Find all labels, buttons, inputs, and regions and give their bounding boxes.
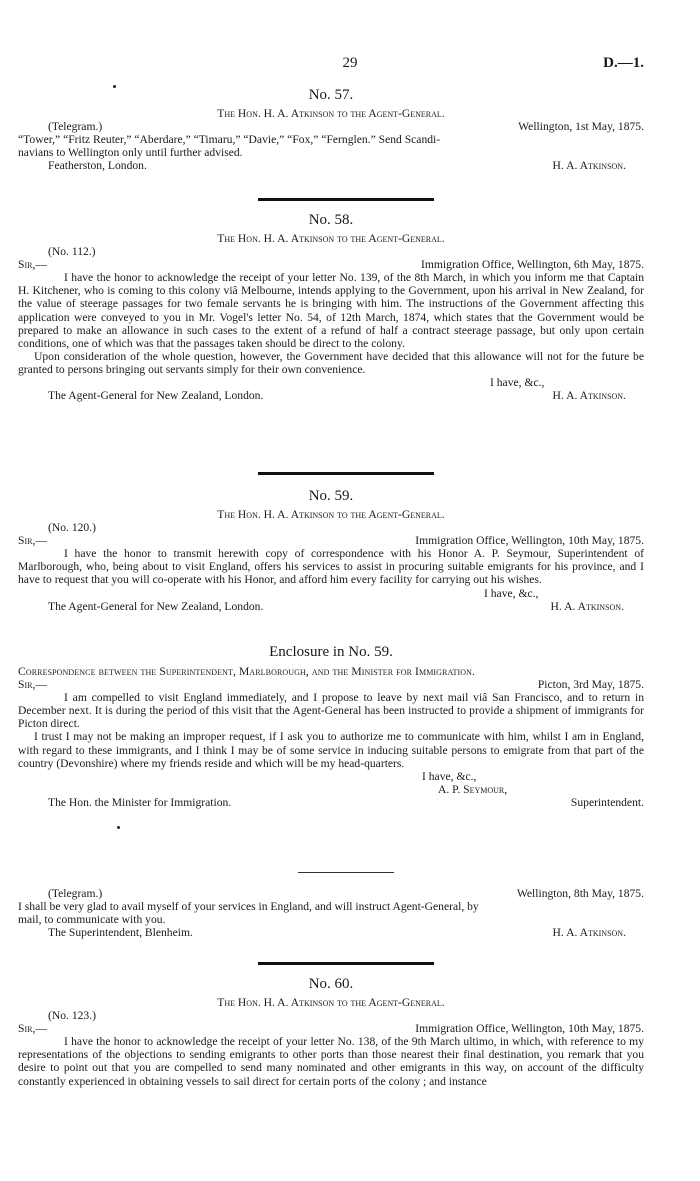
body-line: mail, to communicate with you.	[18, 913, 166, 927]
letter-type: (Telegram.)	[48, 120, 103, 134]
section-no-57	[18, 86, 644, 172]
signature-row	[18, 783, 644, 796]
section-no-59	[18, 487, 644, 613]
section-number: No. 59.	[308, 488, 354, 504]
body-paragraph: I am compelled to visit England immediately, and I propose to leave by next mail viâ San Francisco, and to return in December next. It is during the period of this visit that the Agent-General has been instructed to provide a shipment of immigrants for Picton direct.	[18, 691, 644, 731]
closing-row	[18, 376, 644, 389]
addressee: The Superintendent, Blenheim.	[48, 926, 193, 940]
signature: H. A. Atkinson.	[552, 159, 626, 173]
section-divider	[258, 198, 434, 201]
address-row	[18, 159, 644, 172]
signature: H. A. Atkinson.	[550, 599, 624, 613]
document-reference: D.—1.	[603, 55, 644, 71]
signature: A. P. Seymour,	[438, 782, 508, 796]
salutation: Sir,—	[18, 258, 47, 272]
place-date: Immigration Office, Wellington, 10th May, 1875.	[415, 534, 644, 548]
section-number: No. 60.	[308, 976, 354, 992]
addressee: The Agent-General for New Zealand, London.	[48, 599, 264, 613]
letter-reference: (No. 112.)	[48, 245, 96, 259]
section-title: The Hon. H. A. Atkinson to the Agent-General.	[217, 232, 445, 245]
header-row	[18, 120, 644, 133]
closing: I have, &c.,	[484, 586, 539, 600]
address-row	[18, 926, 644, 939]
closing-row	[18, 587, 644, 600]
place-date: Immigration Office, Wellington, 10th May, 1875.	[415, 1022, 644, 1036]
addressee: The Agent-General for New Zealand, London.	[48, 389, 264, 403]
signature: H. A. Atkinson.	[552, 926, 626, 940]
section-no-58	[18, 211, 644, 402]
correspondence-heading: Correspondence between the Superintendent, Marlborough, and the Minister for Immigration.	[18, 665, 475, 678]
enclosure-no-59	[18, 643, 644, 809]
salutation: Sir,—	[18, 1022, 47, 1036]
enclosure-divider	[298, 872, 394, 873]
salutation: Sir,—	[18, 678, 47, 692]
section-no-60	[18, 975, 644, 1088]
letter-type: (Telegram.)	[48, 887, 103, 900]
place-date: Picton, 3rd May, 1875.	[537, 678, 644, 692]
section-divider	[258, 472, 434, 475]
closing: I have, &c.,	[490, 376, 545, 390]
salutation-row	[18, 1022, 644, 1035]
place-date: Wellington, 1st May, 1875.	[518, 120, 644, 134]
signature: H. A. Atkinson.	[552, 389, 626, 403]
telegram-reply	[18, 887, 644, 939]
body-line: “Tower,” “Fritz Reuter,” “Aberdare,” “Timaru,” “Davie,” “Fox,” “Fernglen.” Send Scandi-	[18, 133, 441, 147]
enclosure-title: Enclosure in No. 59.	[269, 644, 393, 660]
print-speck	[117, 826, 120, 829]
body-line: navians to Wellington only until further advised.	[18, 146, 243, 160]
section-title: The Hon. H. A. Atkinson to the Agent-General.	[217, 508, 445, 521]
salutation-row	[18, 678, 644, 691]
page-header	[0, 57, 700, 73]
salutation-row	[18, 258, 644, 271]
reference-row	[18, 245, 644, 258]
address-row	[18, 389, 644, 402]
section-title: The Hon. H. A. Atkinson to the Agent-General.	[217, 996, 445, 1009]
body-paragraph: Upon consideration of the whole question, however, the Government have decided that this allowance will not for the future be granted to persons bringing out servants simply for their own convenience.	[18, 349, 644, 376]
page-number: 29	[342, 55, 358, 71]
header-row	[18, 887, 644, 900]
address-row	[18, 796, 644, 809]
address-row	[18, 600, 644, 613]
reference-row	[18, 1009, 644, 1022]
signature-title: Superintendent.	[570, 795, 644, 809]
reference-row	[18, 521, 644, 534]
section-title: The Hon. H. A. Atkinson to the Agent-General.	[217, 107, 445, 120]
section-number: No. 57.	[308, 87, 354, 103]
place-date: Immigration Office, Wellington, 6th May, 1875.	[421, 258, 644, 272]
place-date: Wellington, 8th May, 1875.	[516, 887, 644, 900]
letter-reference: (No. 123.)	[48, 1009, 96, 1023]
closing-row	[18, 770, 644, 783]
closing: I have, &c.,	[422, 769, 477, 783]
addressee: The Hon. the Minister for Immigration.	[48, 795, 232, 809]
addressee: Featherston, London.	[48, 159, 147, 173]
body-paragraph: I have the honor to acknowledge the receipt of your letter No. 139, of the 8th March, in which you inform me that Captain H. Kitchener, who is coming to this colony viâ Melbourne, intends applying to the Government, upon his arrival in New Zealand, for the value of steerage passages for two female servants he is bringing with him. The instructions of the Government affecting this application were conveyed to you in Mr. Vogel's letter No. 54, of 12th March, 1874, which states that the Government would be prepared to make an allowance in such cases to the extent of a refund of half a contract steerage passage, but only upon certain conditions, one of which was that the passages taken should be direct to the colony.	[18, 271, 644, 350]
body-paragraph: I have the honor to acknowledge the receipt of your letter No. 138, of the 9th March ultimo, in which, with reference to my representations of the objections to sending emigrants to other ports than those nearest their final destination, you remark that you desire to point out that you are compelled to send many nominated and other emigrants in this way, on account of the difficulty constantly experienced in obtaining vessels to sail direct for certain ports of the colony ; and instance	[18, 1035, 644, 1088]
salutation: Sir,—	[18, 534, 47, 548]
section-divider	[258, 962, 434, 965]
body-paragraph: I trust I may not be making an improper request, if I ask you to authorize me to communicate with him, whilst I am in England, with regard to these immigrants, and I think I may be of some service in inducing suitable persons to emigrate from that part of the country (Devonshire) where my friends reside and which will be my head-quarters.	[18, 730, 644, 770]
section-number: No. 58.	[308, 212, 354, 228]
body-line: I shall be very glad to avail myself of your services in England, and will instruct Agent-General, by	[18, 900, 479, 914]
letter-reference: (No. 120.)	[48, 521, 96, 535]
body-paragraph: I have the honor to transmit herewith copy of correspondence with his Honor A. P. Seymour, Superintendent of Marlborough, who, being about to visit England, offers his services to assist in procuring suitable emigrants for his province, and I have to request that you will co-operate with his Honor, and afford him every facility for carrying out his wishes.	[18, 547, 644, 587]
salutation-row	[18, 534, 644, 547]
